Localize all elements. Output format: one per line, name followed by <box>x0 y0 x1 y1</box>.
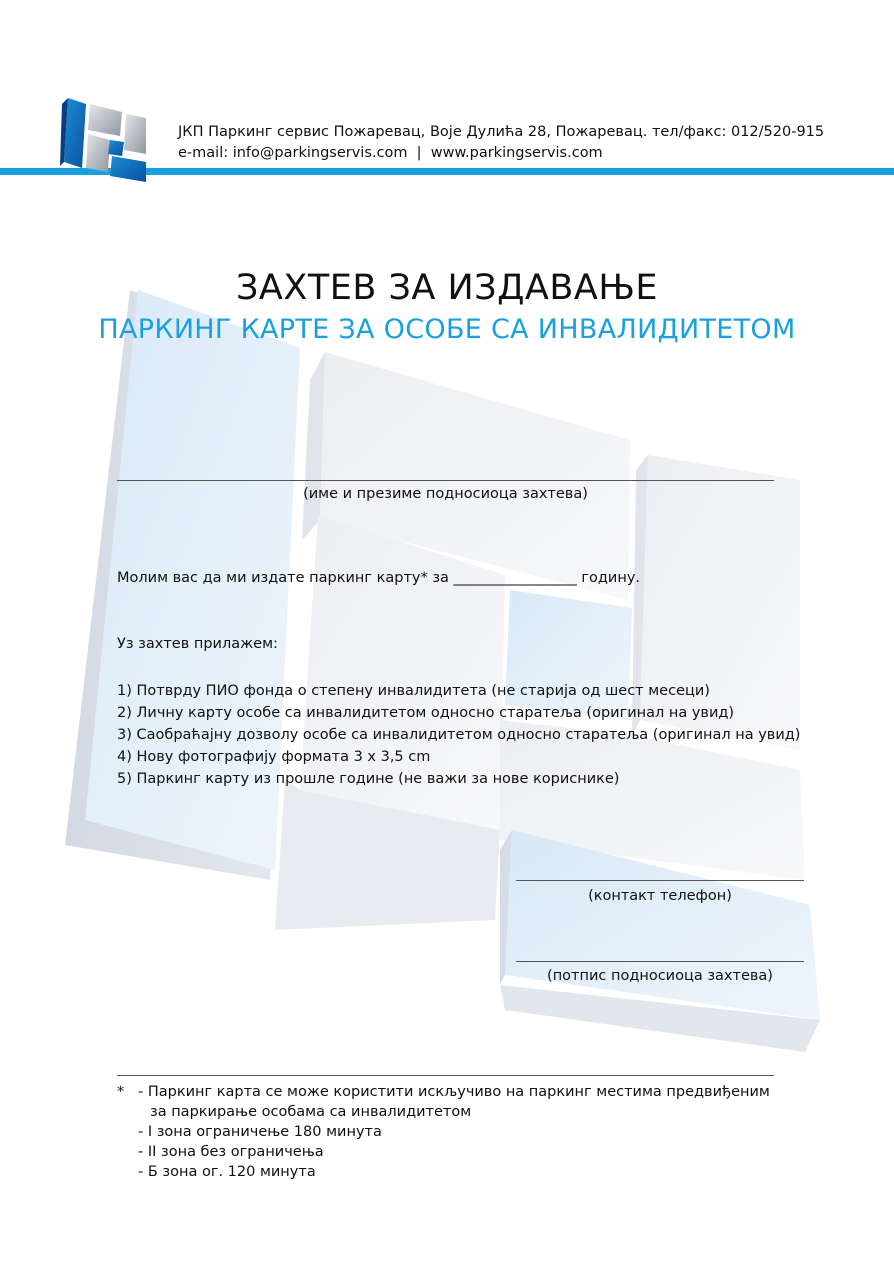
signature-caption: (потпис подносиоца захтева) <box>547 968 773 984</box>
applicant-name-line <box>117 480 774 481</box>
applicant-name-caption: (име и презиме подносиоца захтева) <box>303 486 588 502</box>
footnote-line: - II зона без ограничења <box>138 1144 324 1160</box>
footnote-line: за паркирање особама са инвалидитетом <box>150 1104 472 1120</box>
list-item: 3) Саобраћајну дозволу особе са инвалидитетом односно старатеља (оригинал на увид) <box>117 727 801 743</box>
page-subtitle: ПАРКИНГ КАРТЕ ЗА ОСОБЕ СА ИНВАЛИДИТЕТОМ <box>98 314 796 345</box>
header-contact-info <box>178 122 824 164</box>
signature-line <box>516 961 804 962</box>
attachments-intro: Уз захтев прилажем: <box>117 636 278 652</box>
footnote-divider <box>117 1075 774 1076</box>
footnote-line: - Паркинг карта се може користити искључиво на паркинг местима предвиђеним <box>138 1084 770 1100</box>
footnote-line: - I зона ограничење 180 минута <box>138 1124 382 1140</box>
header-email-web: e-mail: info@parkingservis.com | www.parkingservis.com <box>178 145 603 161</box>
footnote <box>117 1082 770 1182</box>
header-address: ЈКП Паркинг сервис Пожаревац, Воје Дулића 28, Пожаревац. тел/факс: 012/520-915 <box>178 124 825 140</box>
list-item: 5) Паркинг карту из прошле године (не важи за нове кориснике) <box>117 771 620 787</box>
attachments-list <box>117 680 800 790</box>
list-item: 2) Личну карту особе са инвалидитетом односно старатеља (оригинал на увид) <box>117 705 735 721</box>
list-item: 4) Нову фотографију формата 3 x 3,5 cm <box>117 749 431 765</box>
company-logo-icon <box>60 96 150 186</box>
footnote-line: - Б зона ог. 120 минута <box>138 1164 316 1180</box>
request-text: Молим вас да ми издате паркинг карту* за _________________ годину. <box>117 570 641 586</box>
contact-phone-line <box>516 880 804 881</box>
list-item: 1) Потврду ПИО фонда о степену инвалидитета (не старија од шест месеци) <box>117 683 710 699</box>
page-title: ЗАХТЕВ ЗА ИЗДАВАЊЕ <box>235 268 659 308</box>
footnote-marker: * <box>117 1084 125 1100</box>
contact-phone-caption: (контакт телефон) <box>588 888 732 904</box>
